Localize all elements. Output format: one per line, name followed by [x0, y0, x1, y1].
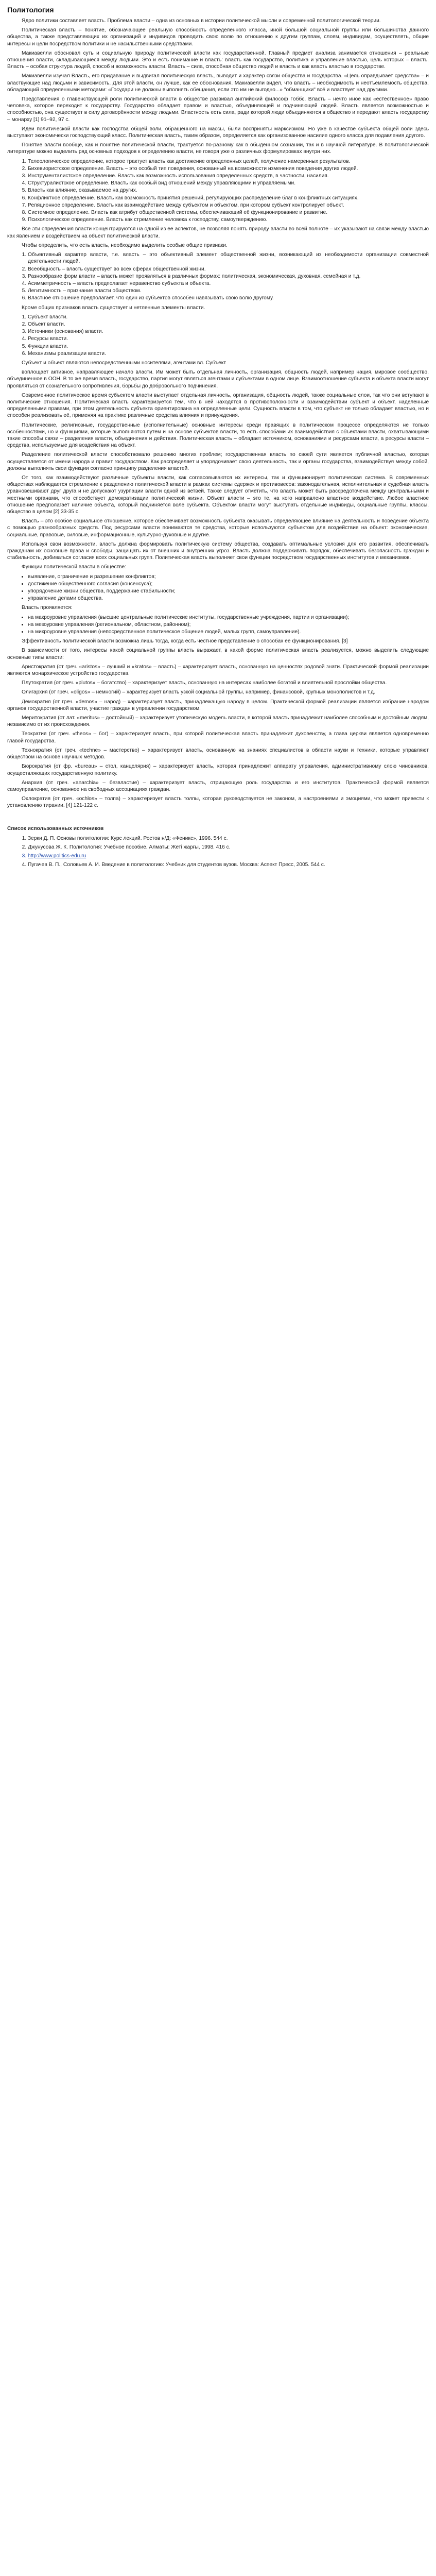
paragraph: Представления о главенствующей роли политической власти в обществе развивал английский философ Гоббс. Власть – нечто иное как «естественное» право человека, которое переходит к государству. Государство обладает правом и властью, объединяющей и подчиняющей людей. Власть является возможностью и способностью, она существует в силу договорённости между людьми. Властность есть сила, ради которой люди объединяются в общество и передают власть государству – монарху [1] 91–92, 97 с.: [7, 96, 429, 123]
list-item: 4. Асимметричность – власть предполагает неравенство субъекта и объекта.: [28, 280, 429, 287]
elements-list: [7, 314, 429, 357]
list-item: 2. Объект власти.: [28, 321, 429, 328]
paragraph: Олигархия (от греч. «oligos» – немногий) – характеризует власть узкой социальной группы, например, финансовой, крупных монополистов и т.д.: [22, 689, 375, 696]
list-item: 2. Всеобщность – власть существует во всех сферах общественной жизни.: [28, 266, 429, 273]
reference-item: 4. Пугачев В. П., Соловьев А. И. Введение в политологию: Учебник для студентов вузов. Москва: Аспект Пресс, 2005. 544 с.: [28, 861, 429, 868]
paragraph: Субъект и объект являются непосредственными носителями, агентами вл. Субъект: [22, 360, 226, 366]
list-item: • управление делами общества.: [28, 595, 429, 602]
references-heading: Список использованных источников: [7, 825, 104, 832]
list-item: 5. Функции власти.: [28, 343, 429, 350]
approaches-list: [7, 158, 429, 224]
list-item: 6. Властное отношение предполагает, что один из субъектов способен навязывать свою волю другому.: [28, 295, 429, 301]
paragraph: Кроме общих признаков власть существует и нетленные элементы власти.: [22, 304, 205, 311]
spacer: [7, 812, 429, 816]
paragraph: Аристократия (от греч. «aristos» – лучший и «kratos» – власть) – характеризует власть, основанную на ценностях родовой знати. Практической формой реализации являются монархическое устройство государства.: [7, 664, 429, 677]
paragraph: Макиавелли изучал Власть, его придавание и выдвигал политическую власть, выводит и характер связи общества и государства. «Цель оправдывает средства» – и властвующие над людьми и зависимость. Для этой власти, он лучше, как ее обоснования. Макиавелли видел, что власть – необходимость и неотъемлемость общества, обладающий определенными методами: «Государи не должны выполнять обещания, если это им не выгодно...» "обманщики" всё и властвует над другими.: [7, 73, 429, 93]
list-item: • упорядочение жизни общества, поддержание стабильности;: [28, 588, 429, 595]
paragraph: Ядро политики составляет власть. Проблема власти – одна из основных в истории политической мысли и современной политологической теории.: [22, 18, 381, 24]
paragraph: Разделение политической власти способствовало решению многих проблем; государственная власть по своей сути является публичной властью, которая осуществляется от имени народа и правит государством. Как распределяет и упорядочивает свою деятельность, так и органы государства, взаимодействуя между собой, должны выполнять свои функции согласно принципу разделения властей.: [7, 452, 429, 471]
paragraph: Используя свои возможности, власть должна формировать политическую систему общества, создавать оптимальные условия для его развития, обеспечивать гражданам их основные права и свободы, защищать их от внешних и внутренних угроз. Власть должна поддерживать порядок, обеспечивать безопасность граждан и стабильность, добиваться согласия всех социальных групп. Политическая власть выполняет свои функции посредством государственных институтов и механизмов.: [7, 541, 429, 561]
reference-item: 1. Зерки Д. П. Основы политологии: Курс лекций. Ростов н/Д: «Феникс», 1996. 544 с.: [28, 835, 429, 842]
list-item: 5. Легитимность – признание власти обществом.: [28, 287, 429, 294]
paragraph: Все эти определения власти концентрируются на одной из ее аспектов, не позволяя понять природу власти во всей полноте – их указывают на связи между властью как явлением и воздействием на объект политической власти.: [7, 226, 429, 239]
list-item: 1. Телеологическое определение, которое трактует власть как достижение определенных целей, получение намеренных результатов.: [28, 158, 429, 165]
paragraph: Власть проявляется:: [22, 605, 73, 611]
list-item: • на макроуровне управления (высшие центральные политические институты, государственные учреждения, партии и организации);: [28, 614, 429, 621]
features-list: [7, 251, 429, 301]
paragraph: Теократия (от греч. «theos» – бог) – характеризует власть, при которой политическая власть принадлежит духовенству, а глава церкви является одновременно главой государства.: [7, 731, 429, 744]
list-item: 2. Бихевиористское определение. Власть – это особый тип поведения, основанный на возможности изменения поведения других людей.: [28, 165, 429, 172]
list-item: 4. Ресурсы власти.: [28, 335, 429, 342]
functions-list: [7, 573, 429, 602]
list-item: 1. Субъект власти.: [28, 314, 429, 320]
paragraph: Плутократия (от греч. «plutos» – богатство) – характеризует власть, основанную на интересах наиболее богатой и влиятельной прослойки общества.: [22, 680, 387, 686]
paragraph: Чтобы определить, что есть власть, необходимо выделить особые общие признаки.: [22, 242, 228, 248]
paragraph: Политическая власть – понятие, обозначающее реальную способность определенного класса, иной большой социальной группы или большинства данного общества, а также представляющих их организаций и индивидов проводить свою волю по отношению к другим группам, слоям, индивидам, осуществлять, общие интересы и цели посредством политики и не насильственными средствами.: [7, 27, 429, 47]
list-item: 1. Объективный характер власти, т.е. власть – это объективный элемент общественной жизни, возникающий из необходимости организации совместной деятельности людей.: [28, 251, 429, 265]
manifestations-list: [7, 614, 429, 636]
list-item: • на мезоуровне управления (региональном, областном, районном);: [28, 621, 429, 628]
references-list: [7, 835, 429, 869]
paragraph: От того, как взаимодействуют различные субъекты власти, как согласовываются их интересы, так и функционирует политическая система. В современных обществах наблюдается стремление к разделению политической власти в рамках системы сдержек и противовесов: законодательная, исполнительная и судебная власть уравновешивают друг друга и не допускают узурпации власти одной из ветвей. Также следует отметить, что власть может быть рассредоточена между центральными и местными органами, что способствует демократизации политической жизни. Объект власти – это те, на кого направлено властное воздействие. Любое властное отношение предполагает наличие объекта, который подчиняется воле субъекта. Объектом власти могут выступать отдельные индивиды, социальные группы, классы, общество в целом [2] 33-35 с.: [7, 474, 429, 515]
list-item: 3. Источники (основания) власти.: [28, 328, 429, 335]
list-item: 9. Психологическое определение. Власть как стремление человека к господству, самоутверждению.: [28, 216, 429, 223]
paragraph: Эффективность политической власти возможна лишь тогда, когда есть честное представление о способах ее функционирования. [3]: [22, 638, 348, 645]
list-item: 8. Системное определение. Власть как атрибут общественной системы, обеспечивающий её функционирование и развитие.: [28, 209, 429, 216]
paragraph: Понятие власти вообще, как и понятие политической власти, трактуется по-разному как в обыденном сознании, так и в научной литературе. В политологической литературе можно выделить ряд основных подходов к определению власти, не говоря уже о различных формулировках внутри них.: [7, 142, 429, 155]
paragraph: Политические, религиозные, государственные (исполнительные) основные интересы среди правящих в политическом процессе определяются не только особенностями, но и функциями, которые выполняются путем и на основе субъектов власти, то есть способами их взаимодействия с объектами власти, охватывающими такие способы связи – разделения власти, объединения и действия. Политическая власть – обладает источником, основаниями и ресурсами власти, а ресурсы власти – средства, используемые для воздействия на объект.: [7, 422, 429, 449]
list-item: 3. Инструменталистское определение. Власть как возможность использования определенных средств, в частности, насилия.: [28, 173, 429, 179]
paragraph: Охлократия (от греч. «ochlos» – толпа) – характеризует власть толпы, которая руководствуется не законом, а настроениями и эмоциями, что может привести к установлению тирании. [4] 121-122 с.: [7, 796, 429, 809]
paragraph: воплощает активное, направляющее начало власти. Им может быть отдельная личность, организация, общность людей, например нация, мировое сообщество, объединенное в ООН. В то же время власть, государство, партия могут являться агентами и субъектами в одном лице. Взаимоотношение субъекта и объекта власти могут проявляться от сознательного сопротивления, борьбы до добровольного подчинения.: [7, 369, 429, 389]
paragraph: Власть – это особое социальное отношение, которое обеспечивает возможность субъекта оказывать определяющее влияние на деятельность и поведение объекта с помощью разнообразных средств. Под ресурсами власти понимаются те средства, которые используются субъектом для воздействия на объект: экономические, социальные, правовые, силовые, информационные, культурно-духовные и другие.: [7, 518, 429, 538]
paragraph: Идеи политической власти как господства общей воли, обращенного на массы, были восприняты марксизмом. Но уже в качестве субъекта общей воли здесь выступают экономически господствующий класс. Политическая власть, таким образом, определяется как организованное насилие одного класса для подавления другого.: [7, 126, 429, 139]
list-item: 6. Конфликтное определение. Власть как возможность принятия решений, регулирующих распределение благ в конфликтных ситуациях.: [28, 195, 429, 201]
paragraph: Демократия (от греч. «demos» – народ) – характеризует власть, принадлежащую народу в целом. Практической формой реализации является избрание народом органов государственной власти, участие граждан в управлении государством.: [7, 699, 429, 711]
list-item: 3. Разнообразие форм власти – власть может проявляться в различных формах: политическая, экономическая, духовная, семейная и т.д.: [28, 273, 429, 280]
paragraph: Анархия (от греч. «anarchia» – безвластие) – характеризует власть, отрицающую роль государства и его институтов. Практической формой является самоуправление, основанное на свободных ассоциациях граждан.: [7, 779, 429, 792]
paragraph: Макиавелли обосновал суть и социальную природу политической власти как государственной. Главный предмет анализа занимается отношения – реальные отношения власти, складывающиеся между людьми. Это и есть понимание и власть: власть как государство, политика и управление властью, цель которых – власть. Власть – особая структура людей, способ и возможность власти. Власть – сила, способная общество людей и власть и как власть властью в государстве.: [7, 50, 429, 70]
list-item: 6. Механизмы реализации власти.: [28, 350, 429, 357]
paragraph: В зависимости от того, интересы какой социальной группы власть выражает, в какой форме политическая власть реализуется, можно выделить следующие основные типы власти:: [7, 648, 429, 660]
list-item: 5. Власть как влияние, оказываемое на других.: [28, 187, 429, 194]
page: [0, 0, 436, 882]
list-item: • на микроуровне управления (непосредственное политическое общение людей, малых групп, самоуправление).: [28, 629, 429, 635]
paragraph: Технократия (от греч. «techne» – мастерство) – характеризует власть, основанную на знаниях специалистов в области науки и техники, которые управляют обществом на основе научных методов.: [7, 747, 429, 760]
list-item: • достижение общественного согласия (консенсуса);: [28, 581, 429, 587]
list-item: 4. Структуралистское определение. Власть как особый вид отношений между управляющими и управляемыми.: [28, 180, 429, 187]
paragraph: Современное политическое время субъектом власти выступает отдельная личность, организация, общность людей, также социальные слои, так что они вступают в политические отношения. Политическая власть характеризуется тем, что в ней находятся в противоположности и взаимодействии субъект и объект, наделенные определенными правами, при этом деятельность субъекта ориентирована на определенные цели. Сущность власти в том, что субъект не только обладает властью, но и способен реализовать её, применяя на практике различные средства влияния и принуждения.: [7, 392, 429, 419]
page-title: Политология: [7, 6, 54, 14]
paragraph: Функции политической власти в обществе:: [22, 564, 127, 570]
reference-item: 2. Джунусова Ж. К. Политология: Учебное пособие. Алматы: Жеті жарғы, 1998. 416 с.: [28, 844, 429, 851]
paragraph: Бюрократия (от фр. «bureau» – стол, канцелярия) – характеризует власть, которая принадлежит аппарату управления, административному слою чиновников, осуществляющих государственную политику.: [7, 764, 429, 776]
list-item: • выявление, ограничение и разрешение конфликтов;: [28, 573, 429, 580]
paragraph: Меритократия (от лат. «meritus» – достойный) – характеризует утопическую модель власти, в которой власть принадлежит наиболее способным и достойным людям, независимо от их происхождения.: [7, 715, 429, 728]
reference-link[interactable]: 3. http://www.politics-edu.ru: [28, 853, 429, 859]
list-item: 7. Реляционное определение. Власть как взаимодействие между субъектом и объектом, при котором субъект контролирует объект.: [28, 202, 429, 209]
